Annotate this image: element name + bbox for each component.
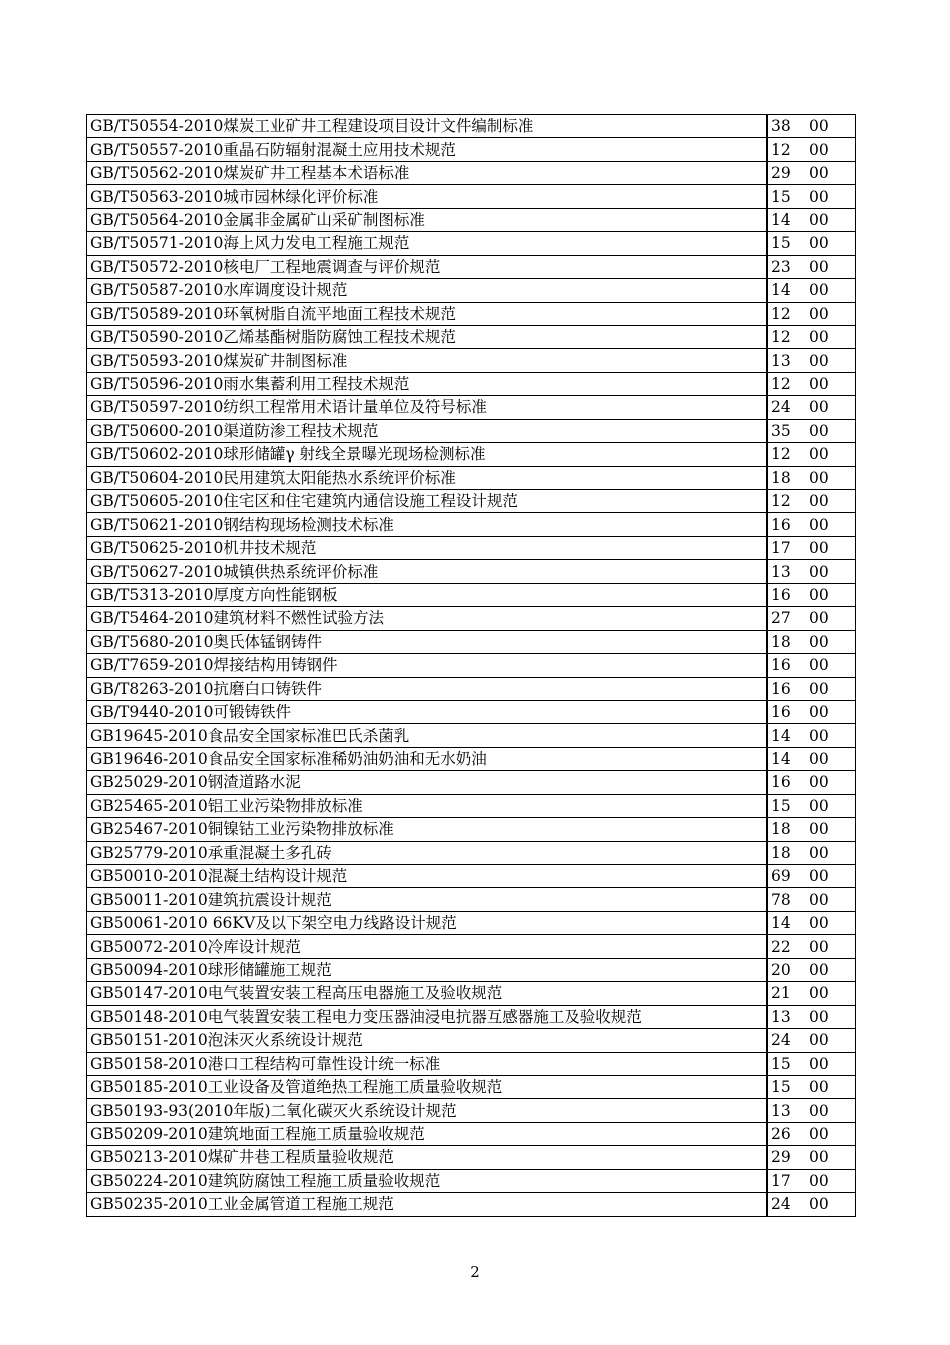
- table-row: [87, 419, 856, 442]
- table-row: [87, 958, 856, 981]
- price-jiao: 00: [809, 140, 829, 159]
- standard-name-cell: GB/T5680-2010奥氏体锰钢铸件: [87, 630, 768, 653]
- price-yuan: 12: [771, 445, 791, 464]
- price-yuan: 24: [771, 1031, 791, 1050]
- price-jiao: 00: [809, 960, 829, 979]
- price-jiao: 00: [809, 539, 829, 558]
- price-yuan: 15: [771, 187, 791, 206]
- standard-name-cell: GB/T50593-2010煤炭矿井制图标准: [87, 349, 768, 372]
- standard-name-cell: GB/T50604-2010民用建筑太阳能热水系统评价标准: [87, 466, 768, 489]
- price-cell: [767, 1005, 856, 1028]
- price-cell: [767, 958, 856, 981]
- table-row: [87, 443, 856, 466]
- price-yuan: 16: [771, 656, 791, 675]
- price-jiao: 00: [809, 656, 829, 675]
- price-yuan: 14: [771, 210, 791, 229]
- price-jiao: 00: [809, 703, 829, 722]
- price-jiao: 00: [809, 984, 829, 1003]
- price-yuan: 78: [771, 890, 791, 909]
- price-yuan: 17: [771, 539, 791, 558]
- price-yuan: 18: [771, 843, 791, 862]
- table-row: [87, 841, 856, 864]
- standard-name-cell: GB/T50602-2010球形储罐γ 射线全景曝光现场检测标准: [87, 443, 768, 466]
- standard-name-cell: GB/T50571-2010海上风力发电工程施工规范: [87, 232, 768, 255]
- price-cell: [767, 279, 856, 302]
- price-cell: [767, 771, 856, 794]
- price-cell: [767, 419, 856, 442]
- price-jiao: 00: [809, 632, 829, 651]
- standard-name-cell: GB25465-2010铝工业污染物排放标准: [87, 794, 768, 817]
- price-jiao: 00: [809, 515, 829, 534]
- price-cell: [767, 888, 856, 911]
- price-cell: [767, 841, 856, 864]
- price-yuan: 15: [771, 796, 791, 815]
- price-cell: [767, 1169, 856, 1192]
- price-jiao: 00: [809, 1078, 829, 1097]
- price-jiao: 00: [809, 750, 829, 769]
- table-row: [87, 1122, 856, 1145]
- price-cell: [767, 1052, 856, 1075]
- price-yuan: 16: [771, 585, 791, 604]
- table-row: [87, 818, 856, 841]
- price-cell: [767, 115, 856, 138]
- price-jiao: 00: [809, 164, 829, 183]
- price-cell: [767, 208, 856, 231]
- price-cell: [767, 1122, 856, 1145]
- standard-name-cell: GB/T9440-2010可锻铸铁件: [87, 700, 768, 723]
- price-yuan: 16: [771, 703, 791, 722]
- table-row: [87, 255, 856, 278]
- price-jiao: 00: [809, 820, 829, 839]
- price-jiao: 00: [809, 445, 829, 464]
- table-row: [87, 536, 856, 559]
- price-yuan: 16: [771, 773, 791, 792]
- price-jiao: 00: [809, 468, 829, 487]
- standard-name-cell: GB50094-2010球形储罐施工规范: [87, 958, 768, 981]
- standard-name-cell: GB50224-2010建筑防腐蚀工程施工质量验收规范: [87, 1169, 768, 1192]
- price-yuan: 26: [771, 1125, 791, 1144]
- price-yuan: 16: [771, 679, 791, 698]
- price-cell: [767, 794, 856, 817]
- price-cell: [767, 161, 856, 184]
- price-yuan: 13: [771, 351, 791, 370]
- table-row: [87, 1075, 856, 1098]
- price-cell: [767, 1193, 856, 1216]
- price-cell: [767, 255, 856, 278]
- price-jiao: 00: [809, 328, 829, 347]
- standard-name-cell: GB25779-2010承重混凝土多孔砖: [87, 841, 768, 864]
- price-yuan: 14: [771, 750, 791, 769]
- table-row: [87, 1169, 856, 1192]
- price-cell: [767, 818, 856, 841]
- price-jiao: 00: [809, 562, 829, 581]
- price-yuan: 13: [771, 562, 791, 581]
- table-row: [87, 747, 856, 770]
- table-row: [87, 583, 856, 606]
- price-jiao: 00: [809, 890, 829, 909]
- price-yuan: 14: [771, 914, 791, 933]
- price-cell: [767, 1099, 856, 1122]
- standard-name-cell: GB25029-2010钢渣道路水泥: [87, 771, 768, 794]
- price-cell: [767, 911, 856, 934]
- table-row: [87, 115, 856, 138]
- price-yuan: 21: [771, 984, 791, 1003]
- standard-name-cell: GB25467-2010铜镍钴工业污染物排放标准: [87, 818, 768, 841]
- table-row: [87, 490, 856, 513]
- table-row: [87, 982, 856, 1005]
- price-yuan: 18: [771, 820, 791, 839]
- standard-name-cell: GB50213-2010煤矿井巷工程质量验收规范: [87, 1146, 768, 1169]
- price-yuan: 20: [771, 960, 791, 979]
- price-yuan: 24: [771, 1195, 791, 1214]
- price-cell: [767, 700, 856, 723]
- standard-name-cell: GB50010-2010混凝土结构设计规范: [87, 865, 768, 888]
- price-yuan: 14: [771, 281, 791, 300]
- price-cell: [767, 865, 856, 888]
- price-yuan: 17: [771, 1171, 791, 1190]
- standards-price-table: [86, 114, 856, 1217]
- price-jiao: 00: [809, 234, 829, 253]
- price-yuan: 15: [771, 1078, 791, 1097]
- table-row: [87, 1029, 856, 1052]
- price-yuan: 13: [771, 1101, 791, 1120]
- standard-name-cell: GB/T5313-2010厚度方向性能钢板: [87, 583, 768, 606]
- price-cell: [767, 1075, 856, 1098]
- standard-name-cell: GB/T50589-2010环氧树脂自流平地面工程技术规范: [87, 302, 768, 325]
- price-cell: [767, 490, 856, 513]
- price-jiao: 00: [809, 1171, 829, 1190]
- price-cell: [767, 232, 856, 255]
- price-cell: [767, 396, 856, 419]
- price-jiao: 00: [809, 281, 829, 300]
- price-jiao: 00: [809, 1125, 829, 1144]
- price-yuan: 12: [771, 328, 791, 347]
- standard-name-cell: GB/T50621-2010钢结构现场检测技术标准: [87, 513, 768, 536]
- table-row: [87, 161, 856, 184]
- standard-name-cell: GB50158-2010港口工程结构可靠性设计统一标准: [87, 1052, 768, 1075]
- table-row: [87, 771, 856, 794]
- table-row: [87, 372, 856, 395]
- price-jiao: 00: [809, 304, 829, 323]
- standard-name-cell: GB/T50557-2010重晶石防辐射混凝土应用技术规范: [87, 138, 768, 161]
- table-row: [87, 302, 856, 325]
- price-jiao: 00: [809, 1031, 829, 1050]
- standard-name-cell: GB/T50562-2010煤炭矿井工程基本术语标准: [87, 161, 768, 184]
- standard-name-cell: GB/T50627-2010城镇供热系统评价标准: [87, 560, 768, 583]
- price-jiao: 00: [809, 117, 829, 136]
- price-yuan: 12: [771, 304, 791, 323]
- price-jiao: 00: [809, 1007, 829, 1026]
- standard-name-cell: GB/T50564-2010金属非金属矿山采矿制图标准: [87, 208, 768, 231]
- table-row: [87, 724, 856, 747]
- standard-name-cell: GB/T50572-2010核电厂工程地震调查与评价规范: [87, 255, 768, 278]
- price-yuan: 12: [771, 492, 791, 511]
- price-cell: [767, 560, 856, 583]
- table-row: [87, 1052, 856, 1075]
- price-jiao: 00: [809, 1101, 829, 1120]
- price-yuan: 12: [771, 375, 791, 394]
- price-cell: [767, 138, 856, 161]
- price-jiao: 00: [809, 421, 829, 440]
- standard-name-cell: GB50235-2010工业金属管道工程施工规范: [87, 1193, 768, 1216]
- price-cell: [767, 325, 856, 348]
- price-cell: [767, 982, 856, 1005]
- table-row: [87, 865, 856, 888]
- price-cell: [767, 349, 856, 372]
- table-row: [87, 607, 856, 630]
- price-cell: [767, 654, 856, 677]
- price-jiao: 00: [809, 257, 829, 276]
- price-cell: [767, 1146, 856, 1169]
- price-cell: [767, 302, 856, 325]
- standard-name-cell: GB50148-2010电气装置安装工程电力变压器油浸电抗器互感器施工及验收规范: [87, 1005, 768, 1028]
- table-body: [87, 115, 856, 1217]
- price-yuan: 15: [771, 234, 791, 253]
- standard-name-cell: GB/T50600-2010渠道防渗工程技术规范: [87, 419, 768, 442]
- standard-name-cell: GB/T7659-2010焊接结构用铸钢件: [87, 654, 768, 677]
- table-row: [87, 654, 856, 677]
- price-yuan: 29: [771, 164, 791, 183]
- price-jiao: 00: [809, 1054, 829, 1073]
- price-yuan: 24: [771, 398, 791, 417]
- price-jiao: 00: [809, 187, 829, 206]
- standard-name-cell: GB50061-2010 66KV及以下架空电力线路设计规范: [87, 911, 768, 934]
- table-row: [87, 466, 856, 489]
- price-jiao: 00: [809, 351, 829, 370]
- price-yuan: 15: [771, 1054, 791, 1073]
- price-yuan: 12: [771, 140, 791, 159]
- price-jiao: 00: [809, 1148, 829, 1167]
- table-row: [87, 513, 856, 536]
- table-row: [87, 396, 856, 419]
- standard-name-cell: GB50011-2010建筑抗震设计规范: [87, 888, 768, 911]
- price-yuan: 29: [771, 1148, 791, 1167]
- price-cell: [767, 747, 856, 770]
- table-row: [87, 138, 856, 161]
- standard-name-cell: GB19645-2010食品安全国家标准巴氏杀菌乳: [87, 724, 768, 747]
- standard-name-cell: GB50185-2010工业设备及管道绝热工程施工质量验收规范: [87, 1075, 768, 1098]
- price-yuan: 14: [771, 726, 791, 745]
- price-yuan: 38: [771, 117, 791, 136]
- price-jiao: 00: [809, 585, 829, 604]
- price-jiao: 00: [809, 492, 829, 511]
- standard-name-cell: GB/T50597-2010纺织工程常用术语计量单位及符号标准: [87, 396, 768, 419]
- table-row: [87, 677, 856, 700]
- standard-name-cell: GB50151-2010泡沫灭火系统设计规范: [87, 1029, 768, 1052]
- table-row: [87, 935, 856, 958]
- table-row: [87, 1005, 856, 1028]
- standard-name-cell: GB50193-93(2010年版)二氧化碳灭火系统设计规范: [87, 1099, 768, 1122]
- table-row: [87, 911, 856, 934]
- price-jiao: 00: [809, 773, 829, 792]
- standard-name-cell: GB50147-2010电气装置安装工程高压电器施工及验收规范: [87, 982, 768, 1005]
- price-jiao: 00: [809, 726, 829, 745]
- price-yuan: 35: [771, 421, 791, 440]
- table-row: [87, 888, 856, 911]
- standard-name-cell: GB/T50605-2010住宅区和住宅建筑内通信设施工程设计规范: [87, 490, 768, 513]
- table-row: [87, 1099, 856, 1122]
- price-jiao: 00: [809, 210, 829, 229]
- price-jiao: 00: [809, 398, 829, 417]
- table-row: [87, 349, 856, 372]
- price-jiao: 00: [809, 914, 829, 933]
- price-cell: [767, 935, 856, 958]
- price-cell: [767, 443, 856, 466]
- price-cell: [767, 677, 856, 700]
- price-cell: [767, 630, 856, 653]
- price-yuan: 27: [771, 609, 791, 628]
- table-row: [87, 185, 856, 208]
- price-cell: [767, 1029, 856, 1052]
- page-number: 2: [470, 1263, 480, 1281]
- price-yuan: 69: [771, 867, 791, 886]
- table-row: [87, 794, 856, 817]
- price-jiao: 00: [809, 1195, 829, 1214]
- price-cell: [767, 607, 856, 630]
- standard-name-cell: GB/T8263-2010抗磨白口铸铁件: [87, 677, 768, 700]
- price-jiao: 00: [809, 796, 829, 815]
- standard-name-cell: GB/T5464-2010建筑材料不燃性试验方法: [87, 607, 768, 630]
- price-cell: [767, 583, 856, 606]
- price-cell: [767, 724, 856, 747]
- price-jiao: 00: [809, 375, 829, 394]
- price-cell: [767, 185, 856, 208]
- price-cell: [767, 372, 856, 395]
- table-row: [87, 1146, 856, 1169]
- standard-name-cell: GB/T50625-2010机井技术规范: [87, 536, 768, 559]
- table-row: [87, 560, 856, 583]
- price-yuan: 18: [771, 468, 791, 487]
- price-yuan: 22: [771, 937, 791, 956]
- table-row: [87, 232, 856, 255]
- price-jiao: 00: [809, 843, 829, 862]
- price-jiao: 00: [809, 937, 829, 956]
- table-row: [87, 630, 856, 653]
- table-row: [87, 325, 856, 348]
- price-yuan: 13: [771, 1007, 791, 1026]
- standard-name-cell: GB50209-2010建筑地面工程施工质量验收规范: [87, 1122, 768, 1145]
- table-row: [87, 700, 856, 723]
- price-cell: [767, 513, 856, 536]
- table-row: [87, 279, 856, 302]
- price-jiao: 00: [809, 679, 829, 698]
- table-row: [87, 208, 856, 231]
- standard-name-cell: GB/T50563-2010城市园林绿化评价标准: [87, 185, 768, 208]
- standard-name-cell: GB19646-2010食品安全国家标准稀奶油奶油和无水奶油: [87, 747, 768, 770]
- price-jiao: 00: [809, 609, 829, 628]
- standard-name-cell: GB/T50554-2010煤炭工业矿井工程建设项目设计文件编制标准: [87, 115, 768, 138]
- standard-name-cell: GB50072-2010冷库设计规范: [87, 935, 768, 958]
- price-yuan: 16: [771, 515, 791, 534]
- price-cell: [767, 466, 856, 489]
- standard-name-cell: GB/T50590-2010乙烯基酯树脂防腐蚀工程技术规范: [87, 325, 768, 348]
- standard-name-cell: GB/T50596-2010雨水集蓄利用工程技术规范: [87, 372, 768, 395]
- price-jiao: 00: [809, 867, 829, 886]
- price-cell: [767, 536, 856, 559]
- table-row: [87, 1193, 856, 1216]
- standard-name-cell: GB/T50587-2010水库调度设计规范: [87, 279, 768, 302]
- price-yuan: 23: [771, 257, 791, 276]
- price-yuan: 18: [771, 632, 791, 651]
